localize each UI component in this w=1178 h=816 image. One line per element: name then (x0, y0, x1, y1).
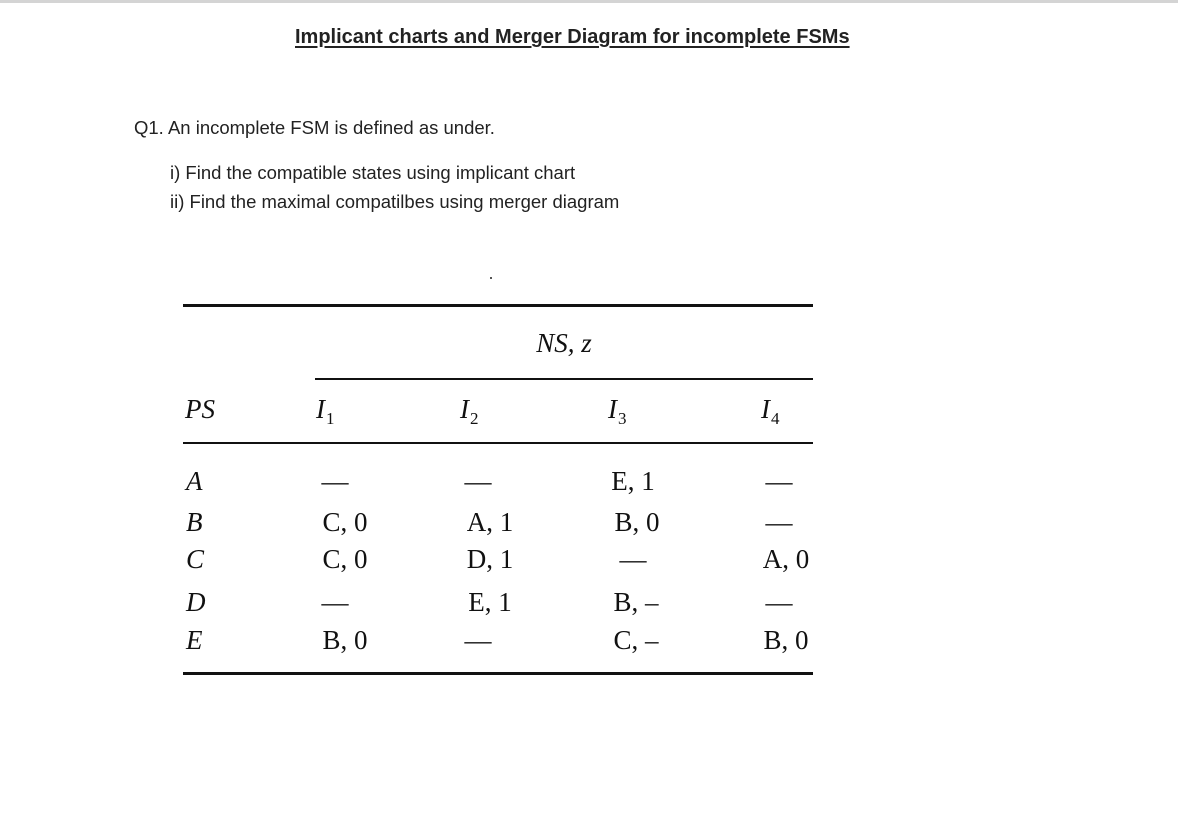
row-c-state: C (186, 544, 205, 574)
row-a-i4: — (765, 466, 793, 496)
table-header-rule (183, 442, 813, 444)
row-b-i4: — (765, 507, 793, 537)
row-b-i2: A, 1 (466, 507, 514, 537)
input-header-i3: $I_3$ (608, 394, 627, 428)
question-part-1: i) Find the compatible states using implicant chart (170, 162, 576, 183)
row-a-state: A (186, 466, 203, 496)
row-d-i1: — (321, 587, 349, 617)
row-c-i4: A, 0 (762, 544, 810, 574)
row-d-i2: E, 1 (468, 587, 512, 617)
row-b-state: B (186, 507, 203, 537)
question-part-2: ii) Find the maximal compatilbes using merger diagram (170, 191, 620, 212)
row-a-i3: E, 1 (611, 466, 655, 496)
stray-mark (490, 277, 492, 279)
row-d-i3: B, – (613, 587, 659, 617)
row-e-state: E (186, 625, 203, 655)
row-a-i2: — (464, 466, 492, 496)
row-c-i1: C, 0 (322, 544, 368, 574)
row-e-i4: B, 0 (763, 625, 809, 655)
table-ns-rule (315, 378, 813, 380)
row-a-i1: — (321, 466, 349, 496)
input-header-i4: $I_4$ (761, 394, 780, 428)
ns-group-header: NS, z (536, 328, 592, 358)
row-d-state: D (186, 587, 206, 617)
row-e-i3: C, – (613, 625, 659, 655)
table-bottom-rule (183, 672, 813, 675)
row-e-i1: B, 0 (322, 625, 368, 655)
document-title: Implicant charts and Merger Diagram for incomplete FSMs (295, 26, 850, 48)
row-c-i2: D, 1 (466, 544, 514, 574)
row-b-i3: B, 0 (614, 507, 660, 537)
page-top-border (0, 0, 1178, 3)
question-text: Q1. An incomplete FSM is defined as under. (134, 117, 495, 138)
row-c-i3: — (619, 544, 647, 574)
row-b-i1: C, 0 (322, 507, 368, 537)
table-top-rule (183, 304, 813, 307)
row-d-i4: — (765, 587, 793, 617)
input-header-i2: $I_2$ (460, 394, 479, 428)
row-e-i2: — (464, 625, 492, 655)
input-header-i1: $I_1$ (316, 394, 335, 428)
ps-column-header: PS (185, 394, 215, 424)
